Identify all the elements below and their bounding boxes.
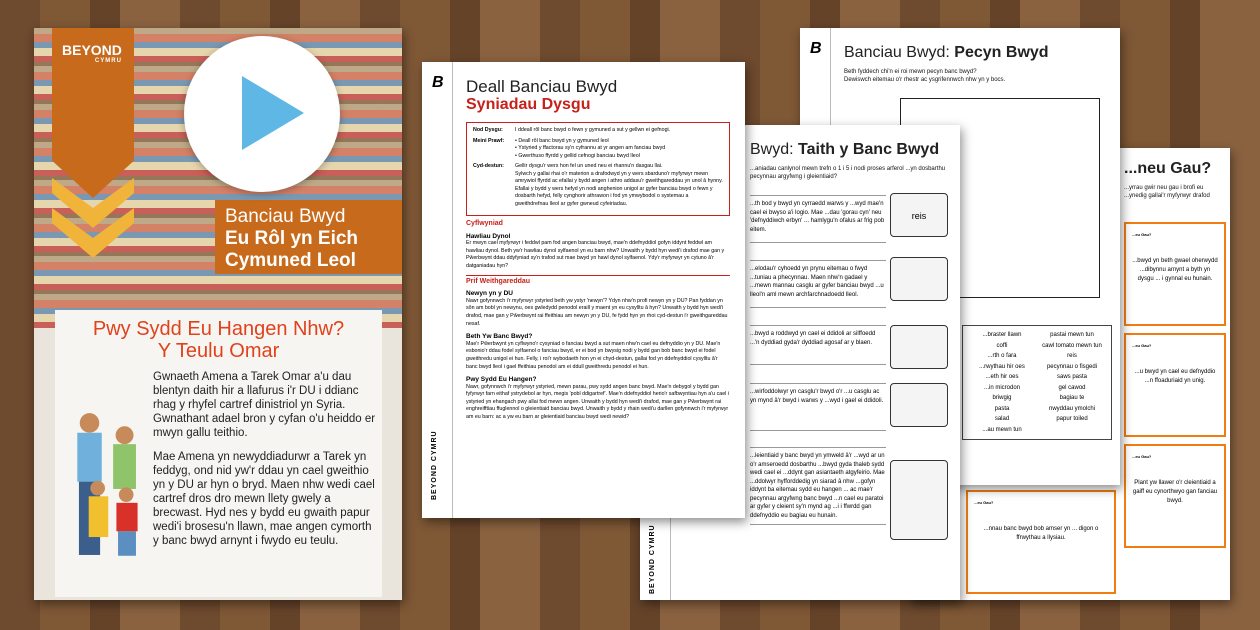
rice-bags-illustration: reis — [890, 193, 948, 237]
statement-card: ...eu Gau? ...bwyd yn beth gwael oherwydd ...dibynnu arnynt a byth yn dysgu ... i gynnal eu hunain. — [1124, 222, 1226, 326]
step-card: ...bwyd a roddwyd yn cael ei ddidoli ar silffoedd ...'n dyddiad gyda'r dyddiad agosaf ar y blaen. — [750, 325, 886, 365]
story-text: Gwnaeth Amena a Tarek Omar a'u dau blentyn daith hir a llafurus i'r DU i ddianc rhag y rhyfel cartref dinistriol yn Syria. Gwnathant adael bron y cyfan o'u heiddo er mwyn gallu teithio. Mae Amena yn newyddiadurwr a Tarek yn feddyg, ond nid yw'r ddau yn cael gweithio yn y DU ar hyn o bryd. Maen nhw wedi cael cartref dros dro mewn llety gwely a brecwast. Hyd nes y bydd eu gwaith papur wedi'i brosesu'n llawn, mae angen cymorth y banc bwyd arnynt i fwydo eu teulu. — [153, 371, 376, 547]
beyond-logo: B — [810, 40, 822, 57]
intro-text: ...aniadau canlynol mewn trefn o 1 i 5 i nodi proses arferol ...yn dosbarthu pecynnau argyfwng i gleientiaid? — [750, 166, 946, 180]
panel-subtitle: Y Teulu Omar — [157, 340, 280, 362]
page-subtitle: Syniadau Dysgu — [466, 96, 591, 113]
beyond-logo: BEYOND CYMRU — [62, 42, 122, 64]
title-light: Banciau Bwyd: — [844, 44, 950, 61]
poster-page — [34, 28, 402, 600]
statement-card: ...eu Gau? ...u bwyd yn cael eu defnyddio ...n ffoaduriaid yn unig. — [1124, 333, 1226, 437]
items-list: ...braster llawn coffi ...rth o fara ...rwythau hir oes ...eth hir oes ...in microdon briwgig pasta salad ...au mewn tun pastai mewn tun cawl tomato mewn tun reis pecynnau o fisgedi saws pasta gel cawod bagiau te nwyddau ymolchi papur toiled — [962, 325, 1112, 440]
objectives-box: Nod Dysgu: I ddeall rôl banc bwyd o fewn y gymuned a sut y gellwn ei gefnogi. Meini Prawf: • Deall rôl banc bwyd yn y gymuned leol • Ystyried y ffactorau sy'n cyfrannu at yr angen am fanciau bwyd • Gwerthuso ffyrdd y gellid cefnogi banciau bwyd lleol Cyd-destun: Gellir dysgu'r wers hon fel un uned neu ei rhannu'n dasgau llai. Sylwch y gallai rhai o'r materion a drafodwyd yn y wers sbarduno'r myfyrwyr mewn amrywiol ffyrdd ac efallai y bydd angen i athro addasu'r gweithgareddau yn unol â hynny. Efallai y bydd y wers hefyd yn nodi anghenion unigol ar gyfer banciau bwyd o fewn y dosbarth hefyd, felly cynghorir athrawon i fod yn ymwybodol o systemau a gweithdrefnau lleol ar gyfer gwneud cyfeiriadau. — [466, 122, 730, 216]
intro-text: Dewiswch eitemau o'r rhestr ac ysgrifennwch nhw yn y bocs. — [844, 77, 1006, 83]
family-illustration — [61, 380, 149, 580]
box-illustration — [890, 383, 948, 427]
family-illustration — [890, 460, 948, 540]
lesson-ideas-page — [422, 62, 745, 518]
statement-card: ...eu Gau? Plant yw llawer o'r cleientiaid a gaiff eu cynorthwyo gan fanciau bwyd. — [1124, 444, 1226, 548]
calendar-illustration — [890, 325, 948, 369]
title-bold: Pecyn Bwyd — [954, 44, 1049, 61]
poster-title: Banciau Bwyd Eu Rôl yn Eich Cymuned Leol — [215, 200, 402, 274]
step-card: ...leientiaid y banc bwyd yn ymweld â'r ...wyd ar un o'r amseroedd dosbarthu ...bwyd gyda thaleb sydd wedi cael ei ...ddynt gan asiantaeth atgyfeirio. Mae ...ddolwyr hyfforddedig yn siarad â nhw ...gofyn iddynt ba eitemau sydd eu hangen ... ac mae'r pecynnau argyfwng banc bwyd ...n cael eu paratoi ar gyfer y cleient sy'n mynd ag ...i i ffwrdd gan ddefnyddio eu bagiau eu hunain. — [750, 447, 886, 525]
panel-title: Pwy Sydd Eu Hangen Nhw? — [92, 318, 345, 340]
step-card: ...wirfoddolwyr yn casglu'r bwyd o'r ...u casglu ac yn mynd â'r bwyd i warws y ...wyd i gael ei ddidoli. — [750, 383, 886, 431]
step-card: ...elodau'r cyhoedd yn prynu eitemau o fwyd ...tuniau a phecynnau. Maen nhw'n gadael y ...mewn mannau casglu ar gyfer banciau bwyd ...u lleol'n aml mewn archfarchnadoedd lleol. — [750, 260, 886, 308]
tins-illustration — [890, 257, 948, 301]
beyond-logo: B — [432, 74, 444, 91]
brand-text: BEYOND CYMRU — [649, 524, 656, 594]
intro-text: ...yrrau gwir neu gau i brofi eu ...ynedig gallai'r myfyrwyr drafod — [1124, 185, 1210, 199]
page-title: ...neu Gau? — [1124, 160, 1212, 177]
statement-card: ...eu Gau? ...nnau banc bwyd bob amser yn ... digon o ffrwythau a llysiau. — [966, 490, 1116, 594]
intro-section: Cyflwyniad Hawliau Dynol Er mwyn cael myfyrwyr i feddwl pam fod angen banciau bwyd, mae'n ddefnyddiol gofyn iddynt feddwl am hawliau dynol. Beth yw'r hawliau dynol sylfaenol yn eu barn nhw? Unwaith y bydd hyn wedi'i drafod mae gan y Pŵerbwynt ddau ddyfyniad sy'n trafod sut mae bwyd yn hawl dynol sylfaenol. Ydy'r myfyrwyr yn cytuno â'r datganiadau hyn? Prif Weithgareddau Newyn yn y DU Nawr gofynnwch i'r myfyrwyr ystyried beth yw ystyr 'newyn'? Ydyn nhw'n profi newyn yn y DU? Pan fyddan yn sôn am bobl yn newynu, oes gwledydd penodol eraill y maent yn eu cysylltu â hyn? Unwaith y bydd hyn wedi'i drafod, mae gan y Pŵerbwynt rai ffeithiau am newyn yn y DU, fe fydd hyn yn rhoi cyd-destun i'r gweithgareddau nesaf. Beth Yw Banc Bwyd? Mae'r Pŵerbwynt yn cyflwyno'r cysyniad o fanciau bwyd a sut maen nhw'n cael eu defnyddio yn y DU. Mae'n esbonio'r ddau fodel sylfaenol o fanciau bwyd, er ei bod yn bwysig nodi y bydd gan bob banc bwyd ei fodel gweithredu unigol ei hun. Felly, i roi'r wybodaeth hon yn ei chyd-destun, gallai fod yn ddefnyddiol cysylltu â'r banc bwyd lleol i gael ffeithiau penodol am ei ddull gweithredu penodol ei hun. Pwy Sydd Eu Hangen? Nawr, gofynnwch i'r myfyrwyr ystyried, mewn parau, pwy sydd angen banc bwyd. Mae'n debygol y bydd gan fyfyrwyr farn eithaf ystrydebol ar hyn, megis 'pobl ddigartref'. Mae'n ddefnyddiol herio'r safbwyntiau hyn a'u cael i ystyried yn ehangach pwy allai fod mewn angen. Unwaith y bydd hyn wedi'i drafod, mae gan y Pŵerbwynt rai enghreifftiau ffuglennol o gleientiaid banciau bwyd. Unwaith y bydd y rhain wedi'u darllen gofynnwch i'r myfyrwyr am eu barn: ac a yw eu barn ar gleientiaid banciau bwyd wedi newid? — [466, 220, 729, 421]
intro-text: Beth fyddech chi'n ei roi mewn pecyn banc bwyd? — [844, 69, 977, 75]
title-bold: Taith y Banc Bwyd — [798, 141, 940, 158]
play-button[interactable] — [184, 36, 340, 192]
story-panel — [55, 310, 382, 597]
brand-text: BEYOND CYMRU — [431, 430, 438, 500]
title-light: Bwyd: — [750, 141, 794, 158]
step-card: ...th bod y bwyd yn cyrraedd warws y ...wyd mae'n cael ei bwyso a'i logio. Mae ...dau 'gorau cyn' neu 'defnyddiwch erbyn' ... hamlygu'n ofalus ar frig pob eitem. — [750, 195, 886, 243]
page-title: Deall Banciau Bwyd — [466, 77, 618, 96]
